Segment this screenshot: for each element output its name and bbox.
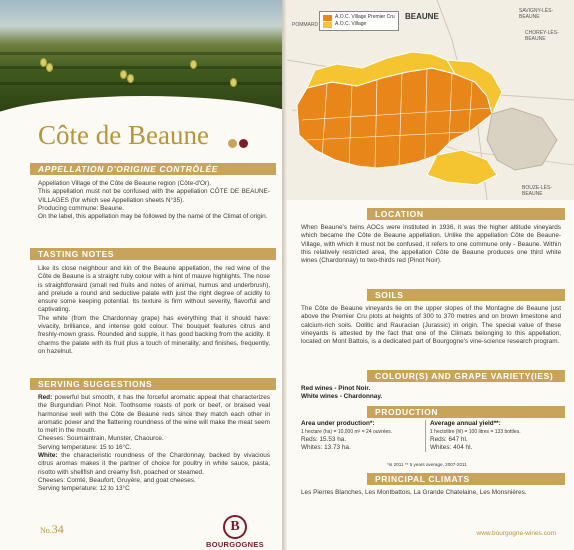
decorative-dots [228,135,250,153]
location-header: LOCATION [367,208,565,220]
right-page [287,0,574,550]
map-label-chorey: CHOREY-LÈS-BEAUNE [525,30,559,42]
soils-text: The Côte de Beaune vineyards lie on the upper slopes of the Montagne de Beaune just above the Premier Cru plots at heights of 300 to 370 metres and on brown limestone and calcium-rich soils. Oolitic and Rauracian (Jurassic) in origin. The special value of these vineyards is attested by the fact that one of the Climats belonging to this appellation, located on Mont Battois, is a dedicated part of Bourgogne's vine-science research program. [301,305,561,346]
page-title: Côte de Beaune [38,120,209,150]
map-label-savigny: SAVIGNY-LÈS-BEAUNE [519,8,554,20]
production-area: Area under production*: 1 hectare (ha) = 10,000 m² = 24 ouvrées. Reds: 15.53 ha. Whites: 13.73 ha. [301,420,393,451]
appellation-text: Appellation Village of the Côte de Beaune region (Côte-d'Or). This appellation must not be confused with the appellation CÔTE DE BEAUNE-VILLAGES (for which see Appellation sheets N°35). Producing commune: Beaune. On the label, this appellation may be followed by the name of the Climat of origin. [38,180,270,221]
location-text: When Beaune's twins AOCs were instituted in 1936, it was the higher altitude vineyards which became the Côte de Beaune appellation. Unlike the appellation Côte de Beaune-Village, with which it must not be confused, it refers to one commune only - Beaune. Within this relatively restricted area, the appellation Côte de Beaune produces one third white wines (Chardonnay) to two-thirds red (Pinot Noir). [301,224,561,265]
map-label-bouze: BOUZE-LÈS-BEAUNE [522,185,553,197]
production-yield: Average annual yield**: 1 hectolitre (hl) = 100 litres = 133 bottles. Reds: 647 hl. Whites: 404 hl. [425,420,521,452]
serving-suggestions-header: SERVING SUGGESTIONS [30,378,276,390]
appellation-map [287,0,574,200]
colours-header: COLOUR(S) AND GRAPE VARIETY(IES) [367,370,565,382]
map-legend: A.O.C. Village Premier Cru A.O.C. Village [319,11,399,31]
website-url[interactable]: www.bourgogne-wines.com [476,530,556,537]
bourgognes-logo: B BOURGOGNES [205,515,265,549]
production-header: PRODUCTION [367,406,565,418]
production-note: *in 2011 ** 5 years average, 2007-2011 [387,462,467,467]
left-page [0,0,282,550]
map-label-pommard: POMMARD [292,22,319,28]
map-town-label: BEAUNE [405,12,439,21]
soils-header: SOILS [367,289,565,301]
climats-text: Les Pierres Blanches, Les Montbattois, La Grande Chatelaine, Les Monsnières. [301,489,527,496]
appellation-header: APPELLATION D'ORIGINE CONTRÔLÉE [30,163,276,175]
sheet-number: No.34 [40,522,64,536]
climats-header: PRINCIPAL CLIMATS [367,473,565,485]
tasting-notes-header: TASTING NOTES [30,248,276,260]
serving-suggestions-text: Red: powerful but smooth, it has the forceful aromatic appeal that characterizes the Burgundian Pinot Noir. Toothsome roasts of pork or beef, or braised veal harmonise well with the Côte de Beaune reds since they match each other in aromatic power and the flattering roundness of the wine will make the meat seem to melt in the mouth. Cheeses: Soumaintrain, Munster, Chaource. Serving temperature: 15 to 16°C. White: the characteristic roundness of the Chardonnay, backed by vivacious citrus aromas makes it the partner of choice for poultry in white sauce, pasta, risotto with shellfish and creamy fish, poached or steamed. Cheeses: Comté, Beaufort, Gruyère, and goat cheeses. Serving temperature: 12 to 13°C [38,394,270,493]
tasting-notes-text: Like its close neighbour and kin of the Beaune appellation, the red wine of the Côte de Beaune is a straight ruby colour with a hint of mauve highlights. The nose is straightforward (small red fruits and notes of animal, humus and underbrush), and prelude a round and seductive palate with just the right degree of acidity to ensure some keeping potential. Its texture is firm without severity, flavorful and captivating. The white (from the Chardonnay grape) has everything that it should have: vivacity, brilliance, and intense gold colour. The bouquet features citrus and freshly-mown grass. Rounded and supple, it has good backing from the acidity. It charms the palate with its fruit plus a touch of minerality, and finishes, frequently, on hazelnut. [38,265,270,355]
colours-text: Red wines - Pinot Noir. White wines - Chardonnay. [301,385,383,401]
